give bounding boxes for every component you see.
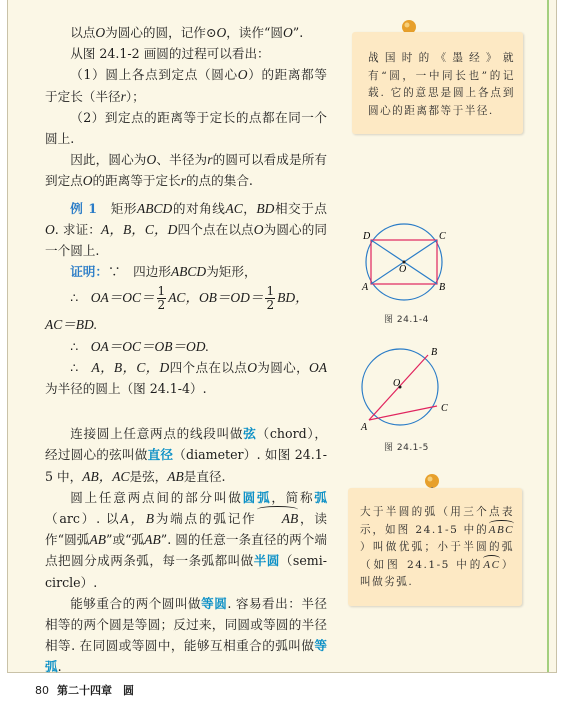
arc-symbol-ac: AC xyxy=(483,557,500,575)
fig1-label-o: O xyxy=(399,264,407,275)
equation-line-1: ∴ OA＝OC＝ $\frac{1}{2}$ AC，OB＝OD＝ $\frac{1}{2}$ BD， xyxy=(70,284,309,313)
fig2-label-b: B xyxy=(431,347,438,358)
paragraph-property-2: （2）到定点的距离等于定长的点都在同一个圆上. xyxy=(45,109,327,147)
fraction-half: $\frac{1}{2}$ xyxy=(157,284,166,313)
example-label: 例 1 xyxy=(70,200,98,216)
term-arc: 圆弧 xyxy=(242,489,272,505)
fig1-label-d: D xyxy=(363,231,371,242)
chapter-title: 第二十四章 圆 xyxy=(57,684,134,697)
fig1-label-a: A xyxy=(362,282,369,293)
fraction-half: $\frac{1}{2}$ xyxy=(266,284,275,313)
term-arc-short: 弧 xyxy=(314,489,328,505)
arc-symbol-ab: AB xyxy=(257,508,299,529)
main-text xyxy=(45,22,327,678)
figure-chord-diameter xyxy=(355,344,465,434)
paragraph-arc: 圆上任意两点间的部分叫做圆弧，简称弧（arc）. 以A，B为端点的弧记作 AB，读作“圆弧AB”或“弧AB”. 圆的任意一条直径的两个端点把圆分成两条弧，每一条弧都叫做半圆（semi-circle）. xyxy=(45,489,328,590)
figure-caption-24-1-4: 图 24.1-4 xyxy=(384,315,429,325)
fig1-label-b: B xyxy=(439,282,446,293)
paragraph-equal-circles: 能够重合的两个圆叫做等圆. 容易看出：半径相等的两个圆是等圆；反过来，同圆或等圆的半径相等. 在同圆或等圆中，能够互相重合的弧叫做等弧. xyxy=(45,595,328,675)
term-equal-circles: 等圆 xyxy=(201,595,228,611)
equation-line-2: AC＝BD. xyxy=(45,317,98,333)
fig1-label-c: C xyxy=(439,231,446,242)
term-diameter: 直径 xyxy=(147,447,174,463)
proof-line: 证明：∵ 四边形ABCD为矩形， xyxy=(70,264,257,280)
figure-caption-24-1-5: 图 24.1-5 xyxy=(384,443,429,453)
example-1: 例 1 矩形ABCD的对角线AC，BD相交于点O. 求证：A，B，C，D四个点在以点O为圆心的同一个圆上. xyxy=(45,200,328,259)
section-gap xyxy=(45,399,327,423)
page-number: 80 xyxy=(35,684,49,697)
side-note-mojing: 战国时的《墨经》就有“圆，一中同长也”的记载. 它的意思是圆上各点到圆心的距离都等于半径. xyxy=(352,32,523,134)
term-semicircle: 半圆 xyxy=(253,553,280,569)
page-footer xyxy=(35,682,134,698)
page-frame-border xyxy=(547,0,549,672)
paragraph-property-1: （1）圆上各点到定点（圆心O）的距离都等于定长（半径r）； xyxy=(45,67,328,104)
arc-symbol-abc: ABC xyxy=(489,522,514,540)
term-equal-arcs: 等弧 xyxy=(45,638,327,675)
side-note-major-minor-arc: 大于半圆的弧（用三个点表示，如图 24.1-5 中的ABC）叫做优弧；小于半圆的弧（如图 24.1-5 中的AC）叫做劣弧. xyxy=(348,488,522,606)
paragraph-observation: 从图 24.1-2 画圆的过程可以看出： xyxy=(70,46,270,62)
proof-label: 证明： xyxy=(70,264,108,280)
conclusion-line: ∴ A，B，C，D四个点在以点O为圆心，OA为半径的圆上（图 24.1-4）. xyxy=(45,359,328,397)
fig2-label-a: A xyxy=(361,422,368,433)
equation-line-3: ∴ OA＝OC＝OB＝OD. xyxy=(70,338,209,354)
fig2-label-o: O xyxy=(393,378,401,389)
paragraph-circle-definition: 因此，圆心为O、半径为r的圆可以看成是所有到定点O的距离等于定长r的点的集合. xyxy=(45,152,328,189)
fig2-label-c: C xyxy=(441,403,448,414)
paragraph-chord: 连接圆上任意两点的线段叫做弦（chord），经过圆心的弦叫做直径（diameter）. 如图 24.1-5 中，AB，AC是弦，AB是直径. xyxy=(45,426,328,484)
figure-rectangle-in-circle xyxy=(355,222,465,304)
term-chord: 弦 xyxy=(243,426,257,442)
paragraph-circle-notation: 以点O为圆心的圆，记作⊙O，读作“圆O”. xyxy=(70,25,304,40)
